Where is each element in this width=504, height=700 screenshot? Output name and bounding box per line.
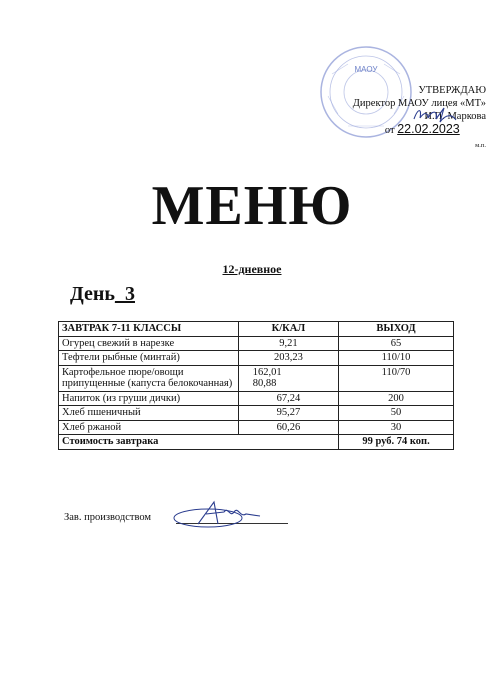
table-row <box>59 391 454 406</box>
day-heading: День_3 <box>70 283 135 305</box>
dish-output: 65 <box>339 336 454 351</box>
dish-kcal-cell <box>238 365 338 391</box>
dish-kcal-second: 80,88 <box>252 378 277 389</box>
table-total-row <box>59 435 454 450</box>
page-title: МЕНЮ <box>151 175 353 237</box>
dish-output: 200 <box>339 391 454 406</box>
header-output: ВЫХОД <box>339 322 454 337</box>
table-row <box>59 351 454 366</box>
dish-kcal: 67,24 <box>238 391 338 406</box>
table-header-row <box>59 322 454 337</box>
stamp-place-label: м.п. <box>475 142 486 149</box>
day-label: День <box>70 283 115 305</box>
table-row <box>59 336 454 351</box>
approval-name: И.П. Маркова <box>424 111 486 122</box>
dish-kcal: 9,21 <box>238 336 338 351</box>
dish-output: 30 <box>339 420 454 435</box>
total-label: Стоимость завтрака <box>59 435 339 450</box>
dish-kcal: 60,26 <box>238 420 338 435</box>
table-row <box>59 420 454 435</box>
dish-output: 110/10 <box>339 351 454 366</box>
table-row <box>59 365 454 391</box>
dish-name: Хлеб ржаной <box>59 420 239 435</box>
header-meal: ЗАВТРАК 7-11 КЛАССЫ <box>59 322 239 337</box>
day-number: 3 <box>124 283 135 305</box>
header-kcal: К/КАЛ <box>238 322 338 337</box>
dish-kcal: 162,01 <box>252 366 282 378</box>
dish-name: Огурец свежий в нарезке <box>59 336 239 351</box>
dish-kcal: 203,23 <box>238 351 338 366</box>
approval-title: УТВЕРЖДАЮ <box>418 85 486 96</box>
approval-position: Директор МАОУ лицея «МТ» <box>352 98 486 109</box>
seal-label: МАОУ <box>354 65 378 74</box>
total-value: 99 руб. 74 коп. <box>339 435 454 450</box>
director-signature <box>410 104 460 126</box>
menu-subtitle: 12-дневное <box>222 262 282 276</box>
producer-signature <box>168 498 266 532</box>
approval-date: 22.02.2023 <box>397 122 460 136</box>
table-row <box>59 406 454 421</box>
dish-name: Тефтели рыбные (минтай) <box>59 351 239 366</box>
approval-date-prefix: от <box>384 125 395 136</box>
menu-table <box>58 321 454 450</box>
dish-name: Напиток (из груши дички) <box>59 391 239 406</box>
dish-output: 50 <box>339 406 454 421</box>
dish-name: Хлеб пшеничный <box>59 406 239 421</box>
dish-output: 110/70 <box>339 365 454 391</box>
dish-name: Картофельное пюре/овощи припущенные (капуста белокочанная) <box>59 365 239 391</box>
producer-label: Зав. производством <box>64 512 152 523</box>
dish-kcal: 95,27 <box>238 406 338 421</box>
